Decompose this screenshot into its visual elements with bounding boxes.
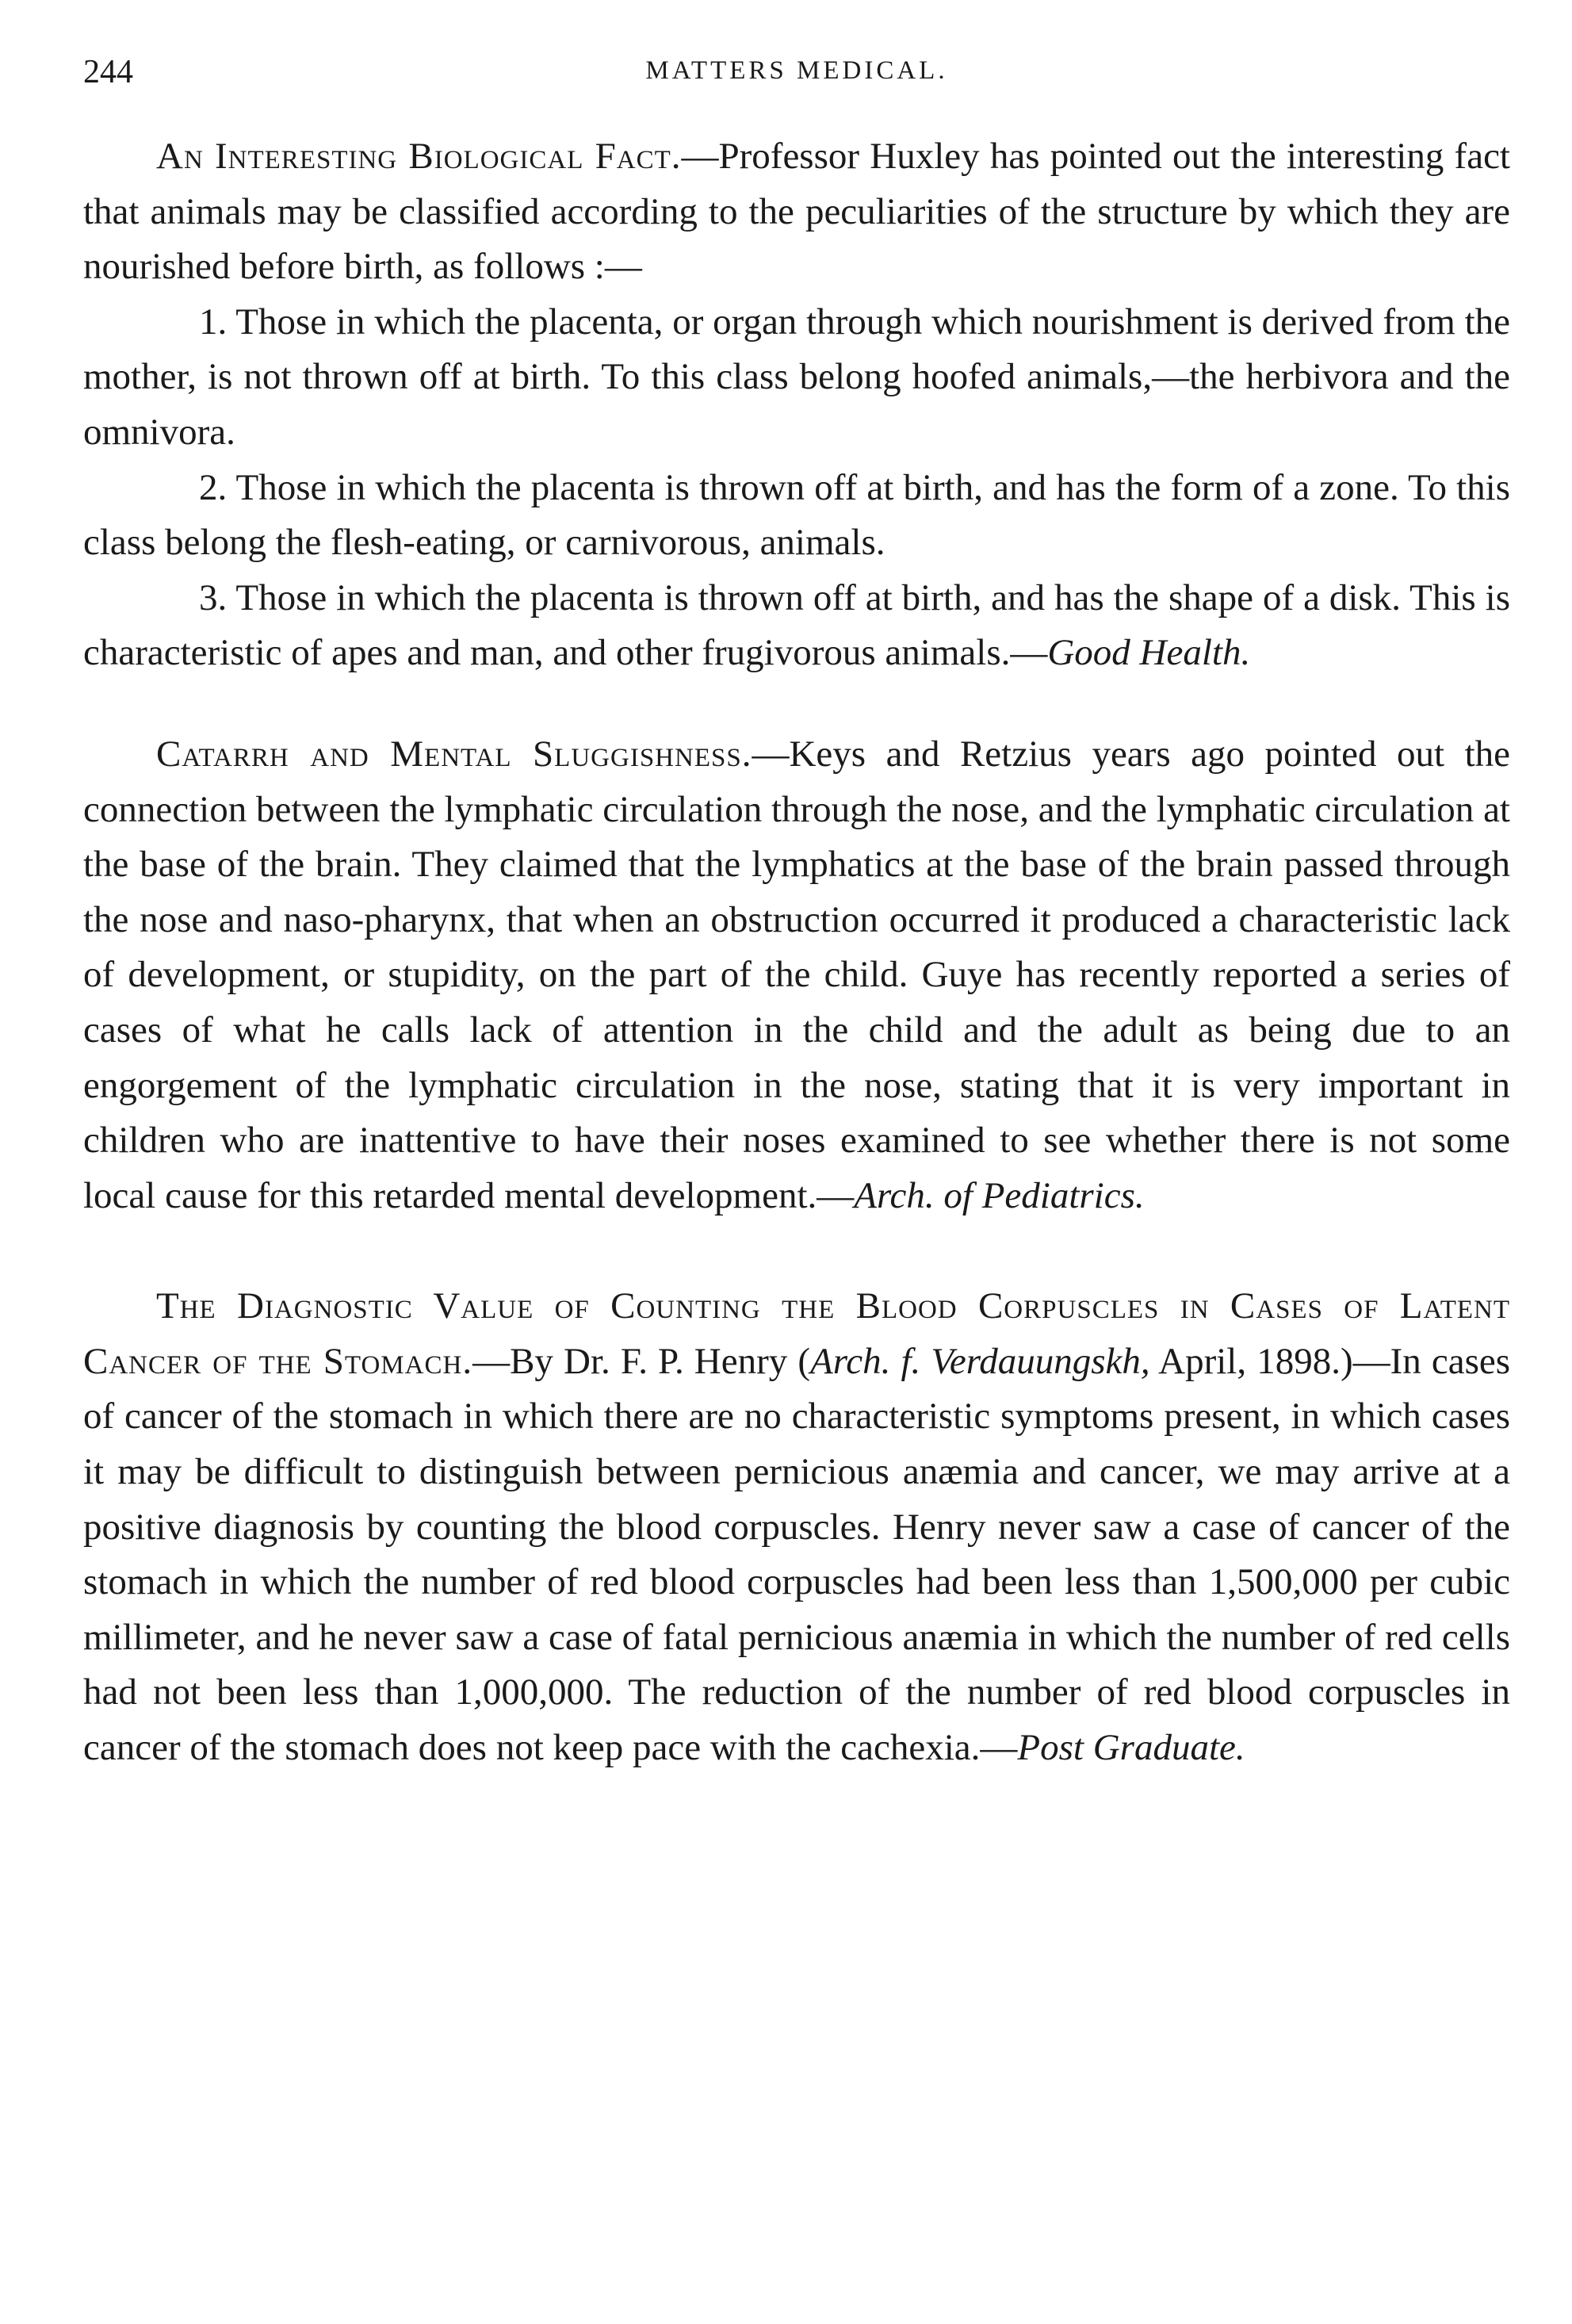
list-item-text: 3. Those in which the placenta is thrown off at birth, and has the shape of a disk. This is characteristic of apes and man, and other frugivorous animals.— bbox=[83, 576, 1510, 674]
list-item bbox=[83, 571, 1510, 681]
article-title: The Diagnostic Value of Counting the Blood Corpuscles in Cases of Latent Cancer of the Stomach. bbox=[83, 1285, 1510, 1382]
source-citation: Good Health. bbox=[1047, 632, 1251, 674]
article-catarrh bbox=[83, 727, 1510, 1223]
list-item: 1. Those in which the placenta, or organ through which nourishment is derived from the mother, is not thrown off at birth. To this class belong hoofed animals,—the herbivora and the omnivora. bbox=[83, 301, 1510, 453]
article-title: An Interesting Biological Fact. bbox=[156, 136, 682, 177]
article-paragraph bbox=[83, 129, 1510, 295]
journal-citation: Arch. f. Verdauungskh, bbox=[810, 1340, 1150, 1382]
source-citation: Post Graduate. bbox=[1017, 1727, 1245, 1769]
citation-date: April, 1898.) bbox=[1149, 1340, 1353, 1382]
article-paragraph bbox=[83, 727, 1510, 1223]
article-separator bbox=[83, 1223, 1510, 1279]
page-number: 244 bbox=[83, 54, 133, 90]
article-intro: —Professor Huxley has pointed out the interesting fact that animals may be classified according to the peculiarities of the structure by which they are nourished before birth, as follows :— bbox=[83, 136, 1510, 288]
article-title: Catarrh and Mental Sluggishness. bbox=[156, 733, 752, 775]
article-byline: —By Dr. F. P. Henry bbox=[472, 1340, 788, 1382]
article-separator bbox=[83, 681, 1510, 727]
article-body: —In cases of cancer of the stomach in which there are no characteristic symptoms present, in which cases it may be difficult to distinguish between pernicious anæmia and cancer, we may arrive at a positive diagnosis by counting the blood corpuscles. Henry never saw a case of cancer of the stomach in which the number of red blood corpuscles had been less than 1,500,000 per cubic millimeter, and he never saw a case of fatal pernicious anæmia in which the number of red cells had not been less than 1,000,000. The reduction of the number of red blood corpuscles in cancer of the stomach does not keep pace with the cachexia.— bbox=[83, 1340, 1511, 1769]
book-page bbox=[83, 44, 1510, 2295]
source-citation: Arch. of Pediatrics. bbox=[854, 1174, 1145, 1216]
citation-open: ( bbox=[797, 1340, 811, 1382]
article-biological-fact bbox=[83, 129, 1510, 681]
article-blood-corpuscles bbox=[83, 1279, 1510, 1775]
running-title: MATTERS MEDICAL. bbox=[645, 56, 948, 85]
list-item: 2. Those in which the placenta is thrown off at birth, and has the form of a zone. To this class belong the flesh-eating, or carnivorous, animals. bbox=[83, 466, 1510, 564]
article-body: —Keys and Retzius years ago pointed out the connection between the lymphatic circulation through the nose, and the lymphatic circulation at the base of the brain. They claimed that the lymphatics at the base of the brain passed through the nose and naso-pharynx, that when an obstruction occurred it produced a characteristic lack of development, or stupidity, on the part of the child. Guye has recently reported a series of cases of what he calls lack of attention in the child and the adult as being due to an engorgement of the lymphatic circulation in the nose, stating that it is very important in children who are inattentive to have their noses examined to see whether there is not some local cause for this retarded mental development.— bbox=[83, 733, 1510, 1216]
article-paragraph bbox=[83, 1279, 1510, 1775]
running-head bbox=[83, 44, 1510, 107]
